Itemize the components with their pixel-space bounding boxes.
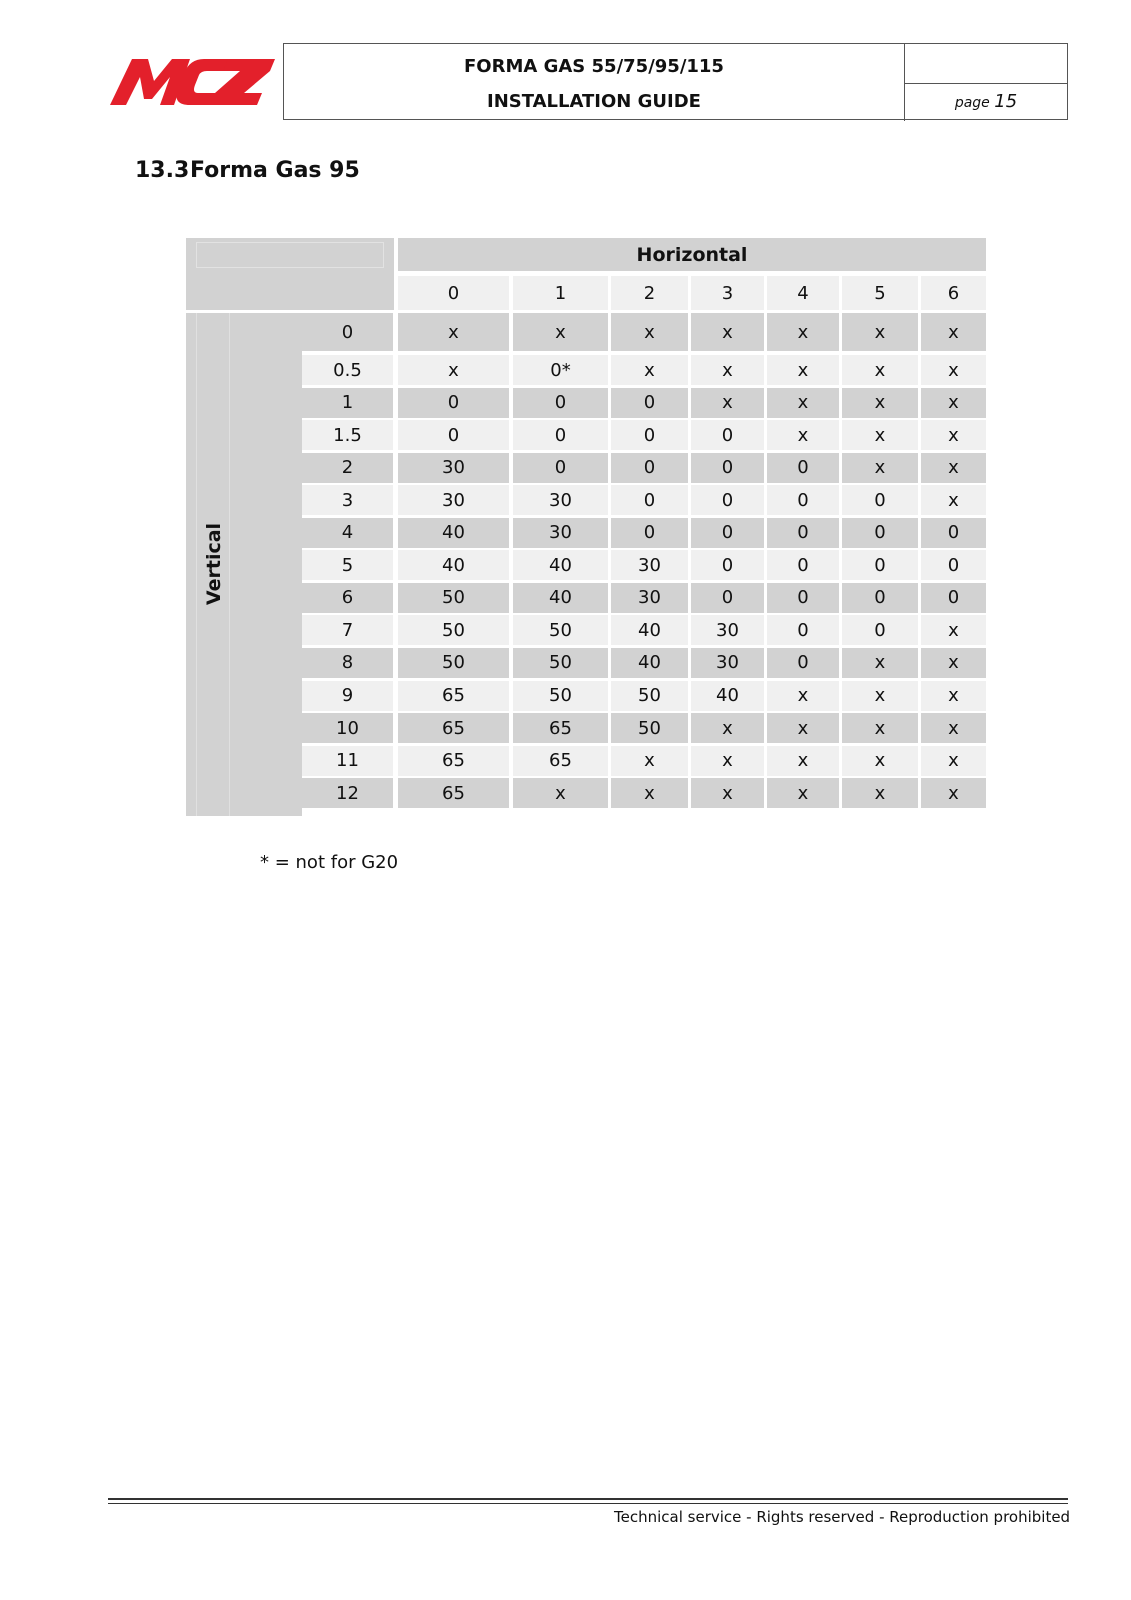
table-cell: x bbox=[767, 681, 839, 711]
horizontal-header: Horizontal bbox=[398, 238, 986, 274]
table-cell: 0 bbox=[842, 485, 918, 515]
header-box bbox=[283, 43, 1068, 120]
row-header: 10 bbox=[302, 713, 393, 743]
footer-rule-thin bbox=[108, 1503, 1068, 1504]
table-cell: 30 bbox=[691, 648, 764, 678]
table-cell: x bbox=[611, 746, 688, 776]
table-cell: 0* bbox=[513, 355, 608, 385]
table-cell: x bbox=[842, 453, 918, 483]
table-cell: x bbox=[767, 778, 839, 808]
row-header: 12 bbox=[302, 778, 393, 808]
column-header: 2 bbox=[611, 276, 688, 310]
row-header: 11 bbox=[302, 746, 393, 776]
table-cell: x bbox=[842, 713, 918, 743]
header-empty-cell bbox=[905, 44, 1067, 84]
table-corner bbox=[186, 238, 394, 310]
table-cell: 0 bbox=[611, 485, 688, 515]
row-header: 7 bbox=[302, 615, 393, 645]
table-cell: 0 bbox=[398, 420, 509, 450]
row-header: 5 bbox=[302, 550, 393, 580]
table-cell: x bbox=[767, 746, 839, 776]
table-cell: 0 bbox=[398, 388, 509, 418]
table-cell: x bbox=[842, 355, 918, 385]
table-cell: 40 bbox=[398, 550, 509, 580]
document-subtitle: INSTALLATION GUIDE bbox=[487, 91, 701, 112]
table-cell: x bbox=[842, 388, 918, 418]
table-cell: x bbox=[398, 355, 509, 385]
table-cell: x bbox=[842, 681, 918, 711]
table-cell: x bbox=[398, 313, 509, 351]
flue-length-table bbox=[186, 238, 986, 816]
row-header: 0.5 bbox=[302, 355, 393, 385]
table-cell: 65 bbox=[513, 746, 608, 776]
row-header: 1 bbox=[302, 388, 393, 418]
table-cell: x bbox=[921, 778, 986, 808]
document-title: FORMA GAS 55/75/95/115 bbox=[464, 56, 724, 77]
table-cell: 30 bbox=[513, 518, 608, 548]
footer-rule bbox=[108, 1498, 1068, 1500]
table-cell: x bbox=[921, 388, 986, 418]
table-cell: x bbox=[767, 355, 839, 385]
vertical-header-band bbox=[186, 313, 302, 816]
page-label: page bbox=[954, 95, 990, 111]
table-cell: 65 bbox=[513, 713, 608, 743]
table-cell: x bbox=[921, 681, 986, 711]
table-cell: x bbox=[513, 313, 608, 351]
row-header: 3 bbox=[302, 485, 393, 515]
table-cell: 30 bbox=[398, 485, 509, 515]
table-cell: x bbox=[691, 313, 764, 351]
table-cell: x bbox=[921, 453, 986, 483]
column-header: 3 bbox=[691, 276, 764, 310]
table-cell: 0 bbox=[842, 583, 918, 613]
table-cell: 0 bbox=[611, 518, 688, 548]
page-indicator bbox=[905, 84, 1067, 120]
header-title-cell bbox=[284, 44, 905, 121]
table-cell: 40 bbox=[513, 583, 608, 613]
table-cell: 40 bbox=[513, 550, 608, 580]
table-cell: x bbox=[691, 746, 764, 776]
table-cell: 50 bbox=[398, 615, 509, 645]
section-number: 13.3 bbox=[135, 158, 190, 183]
table-cell: x bbox=[611, 313, 688, 351]
table-cell: 65 bbox=[398, 746, 509, 776]
footer-text: Technical service - Rights reserved - Reproduction prohibited bbox=[614, 1508, 1071, 1526]
column-header: 6 bbox=[921, 276, 986, 310]
table-cell: x bbox=[921, 420, 986, 450]
table-cell: x bbox=[921, 615, 986, 645]
table-cell: 50 bbox=[398, 648, 509, 678]
table-cell: x bbox=[691, 713, 764, 743]
footnote: * = not for G20 bbox=[260, 852, 399, 873]
table-cell: x bbox=[842, 313, 918, 351]
table-cell: 65 bbox=[398, 681, 509, 711]
column-header: 0 bbox=[398, 276, 509, 310]
table-cell: 50 bbox=[513, 681, 608, 711]
column-header: 4 bbox=[767, 276, 839, 310]
table-cell: x bbox=[921, 746, 986, 776]
table-cell: 0 bbox=[842, 550, 918, 580]
table-cell: x bbox=[611, 778, 688, 808]
table-cell: x bbox=[767, 713, 839, 743]
table-cell: x bbox=[842, 746, 918, 776]
table-cell: x bbox=[691, 355, 764, 385]
table-cell: 0 bbox=[767, 453, 839, 483]
table-cell: 40 bbox=[398, 518, 509, 548]
row-header: 9 bbox=[302, 681, 393, 711]
table-cell: x bbox=[691, 388, 764, 418]
table-cell: 0 bbox=[611, 420, 688, 450]
table-cell: 30 bbox=[691, 615, 764, 645]
table-cell: 0 bbox=[921, 583, 986, 613]
table-cell: 0 bbox=[611, 453, 688, 483]
table-cell: 0 bbox=[767, 615, 839, 645]
table-cell: 40 bbox=[691, 681, 764, 711]
table-cell: 0 bbox=[513, 420, 608, 450]
page-number: 15 bbox=[994, 91, 1018, 112]
table-cell: x bbox=[921, 485, 986, 515]
table-cell: x bbox=[767, 388, 839, 418]
row-header: 6 bbox=[302, 583, 393, 613]
table-cell: 0 bbox=[611, 388, 688, 418]
table-cell: 50 bbox=[513, 648, 608, 678]
table-cell: x bbox=[921, 355, 986, 385]
table-cell: 0 bbox=[513, 453, 608, 483]
table-cell: 0 bbox=[691, 518, 764, 548]
row-header: 4 bbox=[302, 518, 393, 548]
table-cell: 0 bbox=[767, 583, 839, 613]
table-cell: 50 bbox=[513, 615, 608, 645]
table-cell: 0 bbox=[691, 420, 764, 450]
table-cell: x bbox=[842, 648, 918, 678]
section-heading bbox=[135, 158, 360, 183]
section-title: Forma Gas 95 bbox=[190, 158, 360, 183]
table-cell: 65 bbox=[398, 713, 509, 743]
table-cell: 0 bbox=[691, 453, 764, 483]
column-header: 5 bbox=[842, 276, 918, 310]
table-cell: 50 bbox=[398, 583, 509, 613]
table-cell: 30 bbox=[513, 485, 608, 515]
row-header: 1.5 bbox=[302, 420, 393, 450]
vertical-header: Vertical bbox=[203, 522, 225, 606]
table-cell: 0 bbox=[691, 583, 764, 613]
table-cell: 0 bbox=[513, 388, 608, 418]
table-cell: x bbox=[921, 713, 986, 743]
table-cell: 30 bbox=[611, 550, 688, 580]
table-cell: x bbox=[767, 420, 839, 450]
table-cell: x bbox=[842, 420, 918, 450]
table-cell: 50 bbox=[611, 681, 688, 711]
column-header: 1 bbox=[513, 276, 608, 310]
table-cell: 65 bbox=[398, 778, 509, 808]
table-cell: 50 bbox=[611, 713, 688, 743]
table-cell: 0 bbox=[767, 485, 839, 515]
table-cell: 30 bbox=[398, 453, 509, 483]
table-cell: x bbox=[767, 313, 839, 351]
table-cell: x bbox=[921, 648, 986, 678]
table-cell: 30 bbox=[611, 583, 688, 613]
table-cell: 0 bbox=[767, 648, 839, 678]
table-cell: x bbox=[842, 778, 918, 808]
table-cell: x bbox=[611, 355, 688, 385]
row-header: 0 bbox=[302, 313, 393, 351]
table-cell: 40 bbox=[611, 648, 688, 678]
row-header: 8 bbox=[302, 648, 393, 678]
table-cell: 0 bbox=[691, 485, 764, 515]
table-cell: 0 bbox=[767, 550, 839, 580]
mcz-logo bbox=[110, 55, 275, 107]
table-cell: 0 bbox=[691, 550, 764, 580]
table-cell: x bbox=[691, 778, 764, 808]
table-cell: x bbox=[513, 778, 608, 808]
table-cell: 0 bbox=[842, 518, 918, 548]
row-header: 2 bbox=[302, 453, 393, 483]
table-cell: 40 bbox=[611, 615, 688, 645]
table-cell: x bbox=[921, 313, 986, 351]
table-cell: 0 bbox=[767, 518, 839, 548]
table-cell: 0 bbox=[921, 550, 986, 580]
table-cell: 0 bbox=[921, 518, 986, 548]
table-cell: 0 bbox=[842, 615, 918, 645]
